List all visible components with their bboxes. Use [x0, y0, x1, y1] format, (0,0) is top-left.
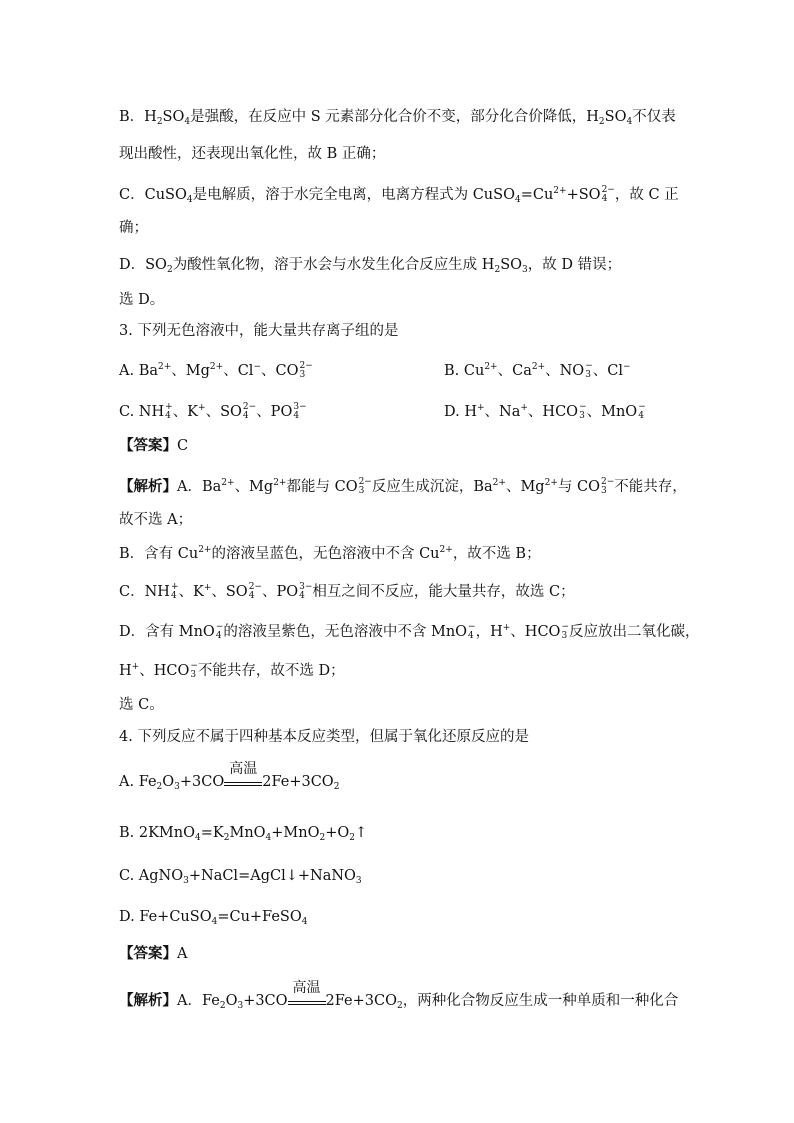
superscript: − — [579, 402, 587, 412]
explanation-4-line-1 — [119, 979, 679, 1016]
text: +SO — [566, 187, 601, 203]
subscript: 3 — [355, 876, 362, 886]
superscript: 2+ — [209, 362, 224, 372]
text: 、PO — [261, 584, 299, 600]
subscript: 4 — [299, 591, 305, 601]
text: 、HCO — [527, 404, 579, 420]
superscript: 2+ — [158, 362, 172, 372]
text: C．NH — [119, 584, 170, 600]
ion-scripts — [359, 478, 372, 496]
subscript: 2 — [319, 833, 326, 843]
text: 都能与 CO — [286, 479, 358, 495]
superscript: − — [253, 362, 261, 372]
superscript: − — [215, 622, 224, 632]
ion-scripts — [243, 403, 256, 421]
subscript: 2 — [333, 782, 340, 792]
text: +NaCl=AgCl↓+NaNO — [188, 868, 356, 884]
subscript: 3 — [183, 876, 189, 886]
text-line — [119, 144, 385, 164]
text: C. NH — [119, 404, 165, 420]
text: 反应生成沉淀，Ba — [371, 479, 493, 495]
text: B．含有 Cu — [119, 546, 199, 562]
subscript: 2 — [156, 782, 163, 792]
text: 确； — [119, 220, 148, 236]
text: 、Mg — [505, 479, 545, 495]
subscript: 3 — [600, 486, 607, 496]
superscript: + — [170, 582, 179, 592]
text-line — [119, 695, 164, 715]
subscript: 4 — [301, 917, 308, 927]
subscript: 4 — [265, 833, 272, 843]
q4-option-a — [119, 760, 340, 797]
text-line — [119, 540, 541, 564]
superscript: 2+ — [553, 186, 567, 196]
subscript: 3 — [585, 370, 591, 380]
subscript: 4 — [184, 117, 191, 127]
text: 选 C。 — [119, 697, 164, 713]
text: 、CO — [260, 363, 299, 379]
text: B. Cu — [444, 363, 485, 379]
text: +O — [325, 825, 350, 841]
answer-4 — [119, 944, 187, 964]
text: B. 2KMnO — [119, 825, 196, 841]
subscript: 2 — [156, 117, 163, 127]
subscript: 4 — [248, 591, 255, 601]
ion-scripts — [602, 186, 615, 204]
text: 、K — [172, 404, 199, 420]
text: A. Ba — [119, 363, 158, 379]
text: 的溶液呈紫色，无色溶液中不含 MnO — [223, 624, 468, 640]
text: D．含有 MnO — [119, 624, 215, 640]
text: 不能共存， — [614, 479, 687, 495]
option-d — [444, 398, 646, 422]
double-bar — [224, 782, 262, 786]
subscript: 4 — [514, 195, 521, 205]
superscript: − — [585, 361, 593, 371]
subscript: 2 — [349, 833, 356, 843]
superscript: 2+ — [439, 545, 453, 555]
answer-value: A — [177, 946, 188, 962]
text: 选 D。 — [119, 292, 165, 308]
subscript: 4 — [468, 631, 474, 641]
subscript: 2 — [223, 833, 230, 843]
text: 2Fe+3CO — [325, 993, 397, 1009]
text: 、PO — [256, 404, 293, 420]
text: 、SO — [205, 404, 242, 420]
text: 2Fe+3CO — [262, 774, 334, 790]
text: =K — [200, 825, 224, 841]
superscript: 2− — [242, 402, 257, 412]
subscript: 3 — [174, 782, 180, 792]
superscript: 3− — [299, 582, 313, 592]
text: 、Mg — [234, 479, 274, 495]
superscript: 2− — [248, 582, 262, 592]
explanation-3-line-1 — [119, 473, 687, 497]
text: B．H — [119, 109, 157, 125]
text: 、Na — [484, 404, 521, 420]
superscript: 2− — [600, 477, 615, 487]
subscript: 4 — [211, 917, 218, 927]
text: 故不选 A； — [119, 512, 193, 528]
text: ，故 D 错误； — [527, 257, 622, 273]
subscript: 4 — [215, 631, 222, 641]
ion-scripts — [190, 662, 198, 680]
ion-scripts — [299, 583, 312, 601]
subscript: 3 — [561, 631, 568, 641]
superscript: − — [561, 622, 569, 632]
condition-label: 高温 — [229, 760, 258, 777]
text: D. Fe+CuSO — [119, 909, 212, 925]
subscript: 4 — [186, 195, 193, 205]
text: 为酸性氧化物，溶于水会与水发生化合反应生成 H — [172, 257, 495, 273]
ion-scripts — [585, 362, 593, 380]
superscript: 2+ — [544, 478, 558, 488]
text: SO — [162, 109, 185, 125]
subscript: 3 — [237, 1001, 244, 1011]
ion-scripts — [579, 403, 587, 421]
superscript: 2+ — [484, 362, 498, 372]
reaction-condition-arrow — [224, 760, 262, 786]
ion-scripts — [468, 623, 476, 641]
up-arrow: ↑ — [355, 825, 368, 841]
explanation-label: 【解析】 — [119, 478, 177, 495]
text: +3CO — [243, 993, 288, 1009]
text: 不仅表 — [632, 109, 676, 125]
text: ，故 C 正 — [614, 187, 679, 203]
text: C. AgNO — [119, 868, 184, 884]
superscript: + — [520, 403, 528, 413]
text: 、Mg — [171, 363, 210, 379]
text: D．SO — [119, 257, 167, 273]
subscript: 3 — [299, 370, 306, 380]
text: 3. 下列无色溶液中，能大量共存离子组的是 — [119, 323, 399, 339]
superscript: 2− — [358, 477, 372, 487]
superscript: 3− — [293, 402, 307, 412]
text: 、Cl — [223, 363, 254, 379]
text: +MnO — [271, 825, 320, 841]
ion-scripts — [601, 478, 614, 496]
text: D. H — [444, 404, 477, 420]
subscript: 4 — [242, 411, 249, 421]
option-b — [444, 357, 631, 381]
superscript: 2− — [299, 361, 313, 371]
subscript: 3 — [522, 265, 528, 275]
text: 反应放出二氧化碳， — [568, 624, 700, 640]
superscript: + — [198, 403, 206, 413]
text: =Cu+FeSO — [217, 909, 302, 925]
reaction-condition-arrow — [288, 979, 326, 1005]
superscript: − — [468, 622, 476, 632]
text: 、NO — [545, 363, 585, 379]
superscript: − — [190, 661, 198, 671]
q4-option-b — [119, 823, 367, 848]
subscript: 4 — [165, 411, 171, 421]
superscript: + — [165, 402, 173, 412]
text: 、HCO — [510, 624, 561, 640]
answer-3 — [119, 436, 188, 456]
text: 不能共存，故不选 D； — [197, 663, 345, 679]
text: 与 CO — [557, 479, 600, 495]
subscript: 4 — [626, 117, 633, 127]
text: O — [225, 993, 238, 1009]
subscript: 4 — [601, 194, 608, 204]
subscript: 4 — [170, 591, 177, 601]
superscript: 2− — [601, 185, 615, 195]
text: ，两种化合物反应生成一种单质和一种化合 — [402, 993, 679, 1009]
text-line — [119, 510, 192, 530]
text-line — [119, 290, 164, 310]
subscript: 3 — [190, 670, 197, 680]
ion-scripts — [249, 583, 262, 601]
subscript: 4 — [638, 411, 644, 421]
superscript: + — [502, 623, 511, 633]
subscript: 2 — [396, 1001, 403, 1011]
text-line — [119, 657, 345, 681]
superscript: 2+ — [273, 478, 287, 488]
ion-scripts — [165, 403, 173, 421]
text: A．Fe — [177, 993, 220, 1009]
superscript: + — [203, 583, 212, 593]
q4-option-c — [119, 866, 362, 891]
text: 、Cl — [592, 363, 623, 379]
superscript: 2+ — [198, 545, 212, 555]
text: 是强酸，在反应中 S 元素部分化合价不变，部分化合价降低，H — [190, 109, 599, 125]
text: SO — [604, 109, 627, 125]
subscript: 2 — [166, 265, 173, 275]
text-line — [119, 618, 699, 642]
text: O — [162, 774, 175, 790]
subscript: 4 — [293, 411, 300, 421]
text: A．Ba — [177, 479, 222, 495]
subscript: 3 — [579, 411, 585, 421]
subscript: 2 — [598, 117, 605, 127]
text: 4. 下列反应不属于四种基本反应类型，但属于氧化还原反应的是 — [119, 729, 529, 745]
text: SO — [500, 257, 523, 273]
condition-label: 高温 — [292, 979, 321, 996]
superscript: 2+ — [531, 362, 546, 372]
text: 、HCO — [139, 663, 190, 679]
question-3 — [119, 321, 398, 341]
double-bar — [288, 1001, 326, 1005]
text: =Cu — [520, 187, 554, 203]
text-line — [119, 578, 575, 602]
text: 相互之间不反应，能大量共存，故选 C； — [312, 584, 575, 600]
ion-scripts — [638, 403, 646, 421]
superscript: − — [638, 402, 646, 412]
ion-scripts — [293, 403, 306, 421]
ion-scripts — [299, 362, 312, 380]
superscript: − — [622, 362, 631, 372]
text: A. Fe — [119, 774, 157, 790]
superscript: 2+ — [492, 478, 506, 488]
text: 现出酸性，还表现出氧化性，故 B 正确； — [119, 146, 386, 162]
superscript: + — [476, 403, 485, 413]
text: 是电解质，溶于水完全电离，电离方程式为 CuSO — [192, 187, 515, 203]
text: 的溶液呈蓝色，无色溶液中不含 Cu — [211, 546, 440, 562]
text-line — [119, 255, 621, 280]
text: ，H — [475, 624, 503, 640]
superscript: + — [131, 662, 140, 672]
text: +3CO — [179, 774, 225, 790]
question-4 — [119, 727, 529, 747]
text: 、Ca — [497, 363, 532, 379]
answer-label: 【答案】 — [119, 945, 177, 962]
text-line — [119, 181, 679, 210]
q4-option-d — [119, 907, 307, 932]
option-c — [119, 398, 307, 422]
subscript: 2 — [219, 1001, 226, 1011]
subscript: 4 — [195, 833, 201, 843]
text-line — [119, 218, 148, 238]
ion-scripts — [561, 623, 569, 641]
text: 、MnO — [586, 404, 638, 420]
text: 、SO — [211, 584, 248, 600]
text: ，故不选 B； — [452, 546, 541, 562]
answer-value: C — [177, 438, 189, 454]
subscript: 3 — [358, 486, 365, 496]
text: 、K — [178, 584, 204, 600]
text: C．CuSO — [119, 187, 187, 203]
superscript: 2+ — [221, 478, 235, 488]
option-a — [119, 357, 313, 381]
text: H — [119, 663, 132, 679]
answer-label: 【答案】 — [119, 437, 177, 454]
text: MnO — [229, 825, 266, 841]
subscript: 2 — [494, 265, 501, 275]
explanation-label: 【解析】 — [119, 992, 177, 1009]
text-line — [119, 107, 676, 132]
